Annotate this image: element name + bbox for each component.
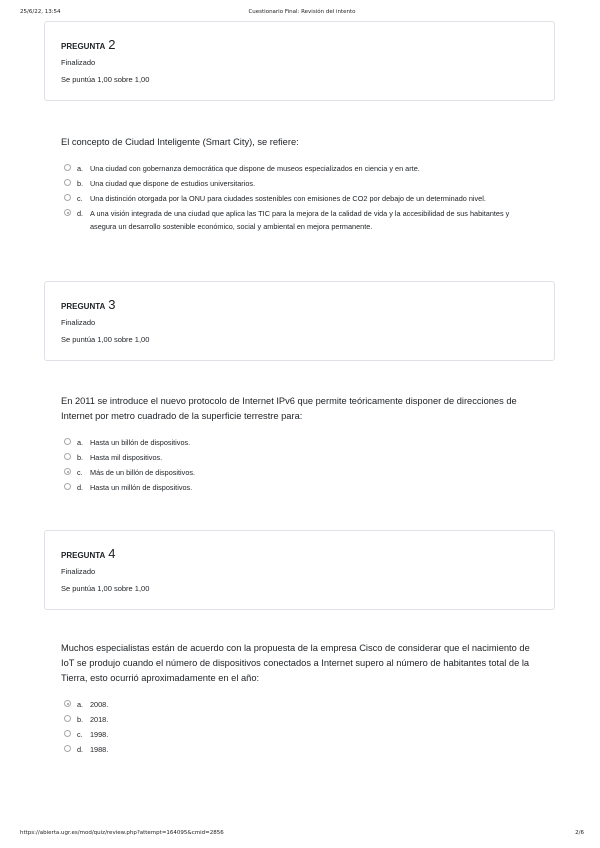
- answer-text: Hasta un billón de dispositivos.: [90, 438, 191, 447]
- print-page-number: 2/6: [575, 830, 584, 836]
- answer-text: Una ciudad que dispone de estudios universitarios.: [90, 179, 256, 188]
- answer-text: Hasta un millón de dispositivos.: [90, 483, 193, 492]
- question-text: El concepto de Ciudad Inteligente (Smart City), se refiere:: [61, 137, 299, 147]
- answer-list: [64, 698, 534, 758]
- question-title: PREGUNTA 3: [61, 297, 116, 312]
- radio-button[interactable]: [64, 715, 71, 722]
- answer-option[interactable]: d. 1988.: [64, 743, 534, 756]
- answer-option[interactable]: a. Hasta un billón de dispositivos.: [64, 436, 534, 449]
- question-text: Muchos especialistas están de acuerdo con la propuesta de la empresa Cisco de considerar que el nacimiento de IoT se produjo cuando el número de dispositivos conectados a Internet supero al número de habitantes total de la Tierra, esto ocurrió aproximadamente en el año:: [61, 643, 530, 683]
- question-number: 4: [108, 546, 116, 561]
- answer-text: A una visión integrada de una ciudad que aplica las TIC para la mejora de la calidad de vida y la accesibilidad de sus habitantes y asegura un desarrollo sostenible económico, social y ambiental en mejora permanente.: [90, 209, 510, 231]
- question-text: En 2011 se introduce el nuevo protocolo de Internet IPv6 que permite teóricamente disponer de direcciones de Internet por metro cuadrado de la superficie terrestre para:: [61, 396, 517, 421]
- radio-button[interactable]: [64, 164, 71, 171]
- answer-option[interactable]: b. Una ciudad que dispone de estudios universitarios.: [64, 177, 534, 190]
- answer-list: [64, 162, 534, 235]
- question-grade: Se puntúa 1,00 sobre 1,00: [61, 335, 150, 344]
- answer-option[interactable]: c. 1998.: [64, 728, 534, 741]
- print-title: Cuestionario Final: Revisión del intento: [248, 9, 356, 15]
- answer-option-selected[interactable]: c. Más de un billón de dispositivos.: [64, 466, 534, 479]
- radio-button[interactable]: [64, 179, 71, 186]
- answer-text: 2008.: [90, 700, 109, 709]
- print-url: https://abierta.ugr.es/mod/quiz/review.php?attempt=164095&cmid=2856: [20, 830, 224, 836]
- answer-text: Más de un billón de dispositivos.: [90, 468, 196, 477]
- print-datetime: 25/6/22, 13:54: [20, 9, 61, 15]
- answer-text: Una ciudad con gobernanza democrática que dispone de museos especializados en ciencia y en arte.: [90, 164, 420, 173]
- question-grade: Se puntúa 1,00 sobre 1,00: [61, 584, 150, 593]
- answer-text: 1988.: [90, 745, 109, 754]
- radio-button[interactable]: [64, 745, 71, 752]
- answer-option-selected[interactable]: a. 2008.: [64, 698, 534, 711]
- radio-button[interactable]: [64, 483, 71, 490]
- answer-text: 1998.: [90, 730, 109, 739]
- answer-option[interactable]: d. Hasta un millón de dispositivos.: [64, 481, 534, 494]
- print-header: [20, 9, 584, 15]
- question-info-box: [44, 281, 555, 361]
- answer-option[interactable]: b. Hasta mil dispositivos.: [64, 451, 534, 464]
- radio-button[interactable]: [64, 453, 71, 460]
- answer-option[interactable]: a. Una ciudad con gobernanza democrática que dispone de museos especializados en ciencia y en arte.: [64, 162, 534, 175]
- answer-option-selected[interactable]: d. A una visión integrada de una ciudad que aplica las TIC para la mejora de la calidad de vida y la accesibilidad de sus habitantes y asegura un desarrollo sostenible económico, social y ambiental en mejora permanente.: [64, 207, 534, 233]
- radio-button-checked[interactable]: [64, 209, 71, 216]
- radio-button-checked[interactable]: [64, 700, 71, 707]
- answer-list: [64, 436, 534, 496]
- radio-button[interactable]: [64, 730, 71, 737]
- question-state: Finalizado: [61, 58, 96, 67]
- question-state: Finalizado: [61, 318, 96, 327]
- question-number: 3: [108, 297, 116, 312]
- question-grade: Se puntúa 1,00 sobre 1,00: [61, 75, 150, 84]
- question-number: 2: [108, 37, 116, 52]
- question-info-box: [44, 530, 555, 610]
- question-title: PREGUNTA 2: [61, 37, 116, 52]
- question-title: PREGUNTA 4: [61, 546, 116, 561]
- radio-button-checked[interactable]: [64, 468, 71, 475]
- radio-button[interactable]: [64, 438, 71, 445]
- answer-text: Una distinción otorgada por la ONU para ciudades sostenibles con emisiones de CO2 por debajo de un determinado nivel.: [90, 194, 486, 203]
- answer-text: 2018.: [90, 715, 109, 724]
- answer-option[interactable]: c. Una distinción otorgada por la ONU para ciudades sostenibles con emisiones de CO2 por debajo de un determinado nivel.: [64, 192, 534, 205]
- question-info-box: [44, 21, 555, 101]
- answer-option[interactable]: b. 2018.: [64, 713, 534, 726]
- question-state: Finalizado: [61, 567, 96, 576]
- radio-button[interactable]: [64, 194, 71, 201]
- print-footer: [20, 830, 584, 836]
- answer-text: Hasta mil dispositivos.: [90, 453, 163, 462]
